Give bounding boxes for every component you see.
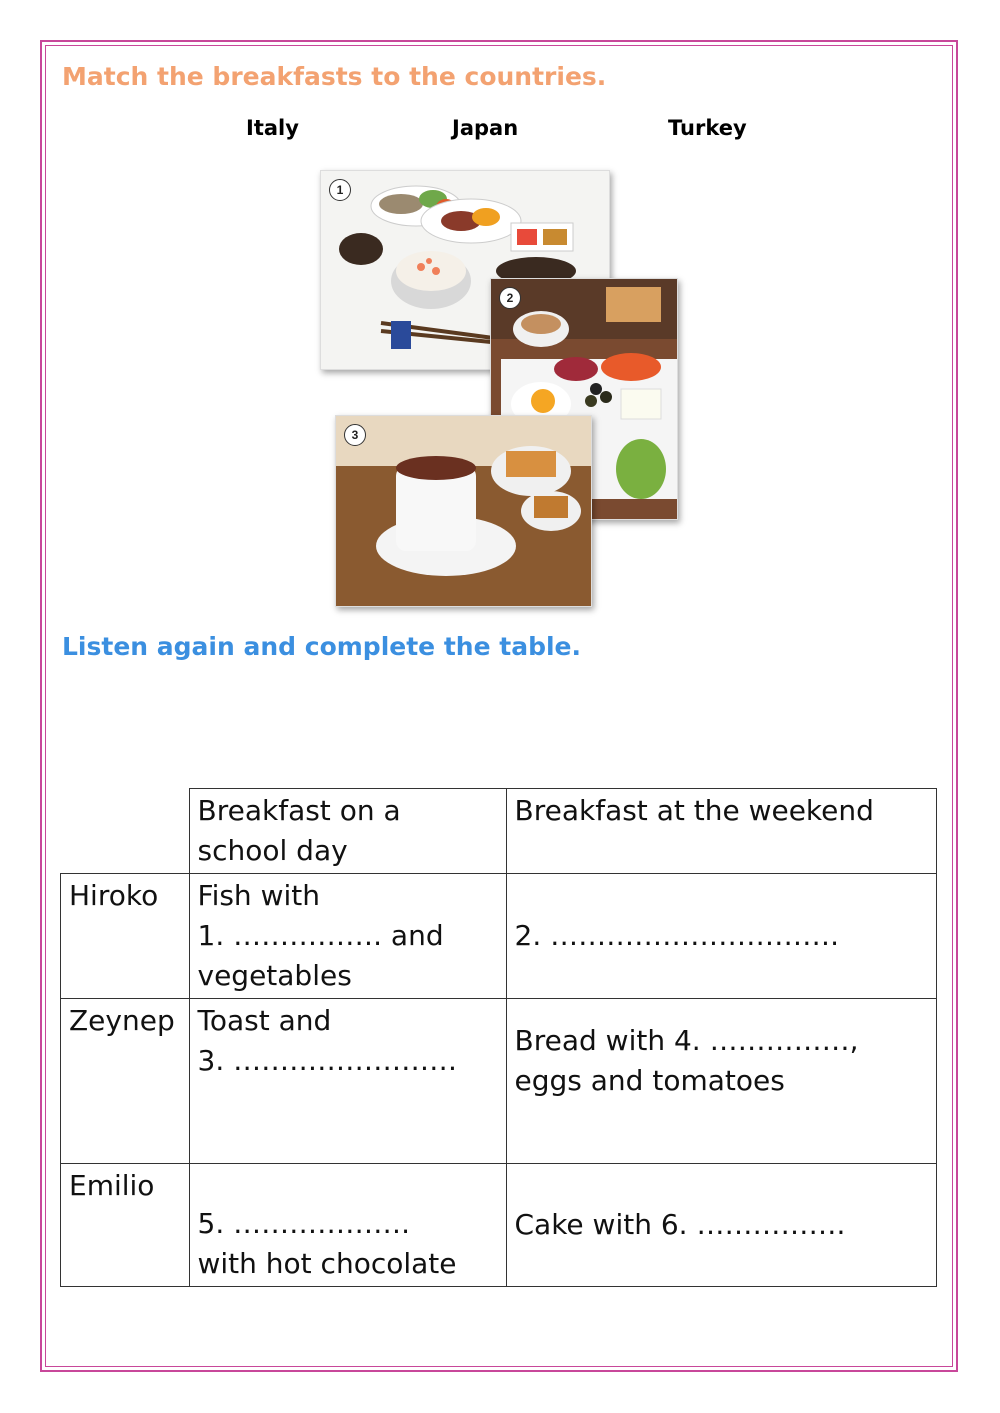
hiroko-school-day-cell[interactable] [189,874,506,999]
name-zeynep: Zeynep [61,999,190,1164]
hiroko-weekend-cell[interactable] [506,874,936,999]
breakfast-photo-3[interactable] [335,415,592,607]
cell-line: Fish with [197,879,320,912]
cell-line: eggs and tomatoes [514,1064,785,1097]
cell-line: Toast and [197,1004,332,1037]
answer-blank-2[interactable]: 2. …………………………. [514,919,840,952]
photo-number-3: 3 [344,424,366,446]
header-weekend: Breakfast at the weekend [506,789,936,874]
table-header-row [61,789,937,874]
answer-blank-4[interactable]: Bread with 4. ……………, [514,1024,859,1057]
listen-instruction: Listen again and complete the table. [62,632,581,661]
answer-blank-1[interactable]: 1. ……………. and [197,919,444,952]
table-row [61,1164,937,1287]
zeynep-weekend-cell[interactable] [506,999,936,1164]
italian-breakfast-icon [336,416,591,606]
table-row [61,874,937,999]
cell-line: vegetables [197,959,352,992]
answer-blank-6[interactable]: Cake with 6. ……………. [514,1208,846,1241]
match-instruction: Match the breakfasts to the countries. [62,62,607,91]
header-school-day: Breakfast on a school day [189,789,506,874]
country-japan[interactable]: Japan [452,116,519,140]
breakfast-table [60,788,937,1287]
zeynep-school-day-cell[interactable] [189,999,506,1164]
cell-line: with hot chocolate [197,1247,457,1280]
country-turkey[interactable]: Turkey [668,116,747,140]
answer-blank-5[interactable]: 5. ………………. [197,1207,411,1240]
country-italy[interactable]: Italy [246,116,299,140]
table-corner [61,789,190,874]
emilio-school-day-cell[interactable] [189,1164,506,1287]
emilio-weekend-cell[interactable] [506,1164,936,1287]
photo-number-2: 2 [499,287,521,309]
table-row [61,999,937,1164]
photo-number-1: 1 [329,179,351,201]
answer-blank-3[interactable]: 3. …………………… [197,1044,458,1077]
name-hiroko: Hiroko [61,874,190,999]
name-emilio: Emilio [61,1164,190,1287]
